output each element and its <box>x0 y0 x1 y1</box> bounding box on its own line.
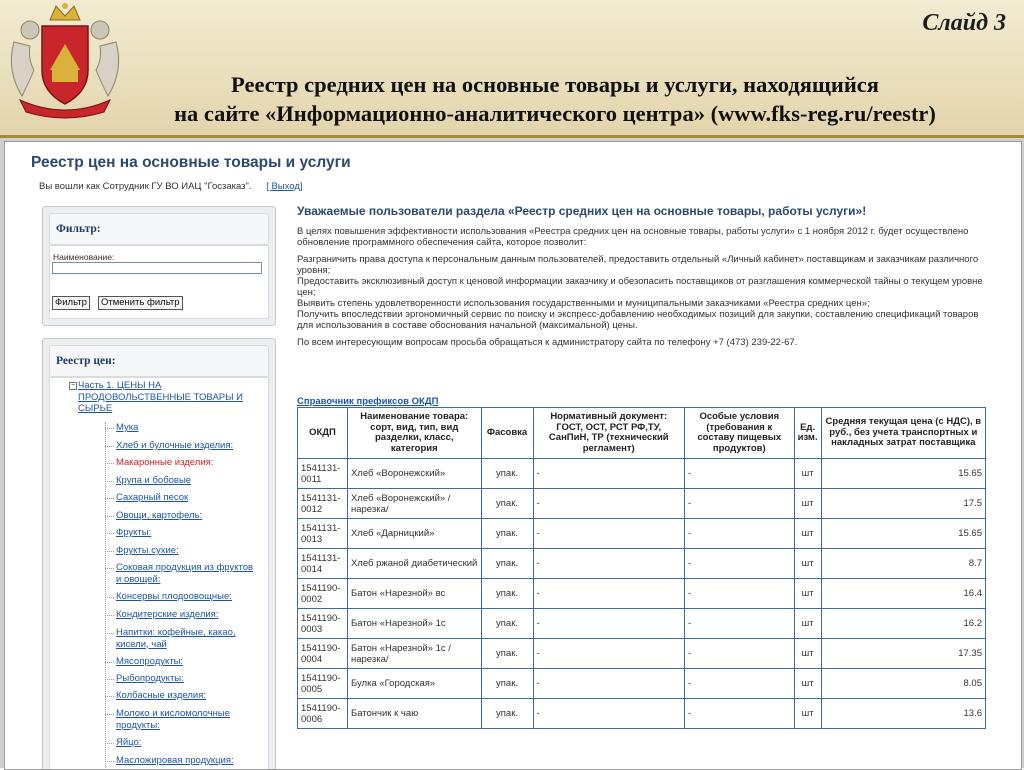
page-title: Реестр цен на основные товары и услуги <box>31 154 351 171</box>
cell-name: Булка «Городская» <box>347 669 481 699</box>
cell-name: Батон «Нарезной» вс <box>347 579 481 609</box>
table-row <box>298 639 986 669</box>
cell-price: 15.65 <box>821 519 985 549</box>
okdp-prefix-link[interactable]: Справочник префиксов ОКДП <box>297 396 439 407</box>
cell-unit: шт <box>794 519 821 549</box>
tree-root-link[interactable] <box>70 380 250 415</box>
table-row <box>298 699 986 729</box>
notice-paragraph: В целях повышения эффективности использования «Реестра средних цен на основные товары, работы услуги» с 1 ноября 2012 г. будет осуществлено обновление программного обеспечения сайта, которое позволит: <box>297 226 969 248</box>
tree-item-active[interactable]: Макаронные изделия: <box>116 457 256 469</box>
name-label: Наименование: <box>53 252 115 262</box>
cell-norm: - <box>533 459 684 489</box>
tree-item[interactable]: Овощи, картофель: <box>116 510 256 522</box>
cell-price: 8.7 <box>821 549 985 579</box>
tree-item[interactable]: Хлеб и булочные изделия: <box>116 440 256 452</box>
slide-title <box>100 70 1010 128</box>
notice-point: Выявить степень удовлетворенности использования государственными и муниципальными заказчиками «Реестра средних цен»; <box>297 298 870 309</box>
tree-root-label: Часть 1. ЦЕНЫ НА ПРОДОВОЛЬСТВЕННЫЕ ТОВАРЫ И СЫРЬЕ <box>78 380 243 414</box>
tree-item[interactable]: Сахарный песок <box>116 492 256 504</box>
web-page <box>4 141 1022 770</box>
tree-item[interactable]: Мука <box>116 422 256 434</box>
registry-panel <box>42 338 276 770</box>
cell-pack: упак. <box>481 549 533 579</box>
cell-unit: шт <box>794 459 821 489</box>
table-row <box>298 489 986 519</box>
notice-point: Разграничить права доступа к персональным данным пользователей, предоставить отдельный «Личный кабинет» поставщикам и заказчикам различного уровня; <box>297 254 979 276</box>
notice-heading: Уважаемые пользователи раздела «Реестр средних цен на основные товары, работы услуги»! <box>297 204 867 218</box>
cell-okdp: 1541131-0011 <box>298 459 348 489</box>
tree-item[interactable]: Колбасные изделия: <box>116 690 256 702</box>
slide-title-line-2: на сайте «Информационно-аналитического центра» (www.fks-reg.ru/reestr) <box>174 101 936 126</box>
cell-name: Батон «Нарезной» 1с / нарезка/ <box>347 639 481 669</box>
table-row <box>298 579 986 609</box>
contact-paragraph: По всем интересующим вопросам просьба обращаться к администратору сайта по телефону +7 (473) 239-22-67. <box>297 337 798 348</box>
cell-norm: - <box>533 699 684 729</box>
cell-pack: упак. <box>481 519 533 549</box>
table-row <box>298 519 986 549</box>
login-status <box>39 181 303 192</box>
cell-pack: упак. <box>481 609 533 639</box>
tree-item[interactable]: Масложировая продукция: <box>116 755 256 767</box>
notice-list <box>297 254 997 331</box>
col-pack-header: Фасовка <box>481 408 533 459</box>
cell-okdp: 1541190-0005 <box>298 669 348 699</box>
prices-table <box>297 407 986 729</box>
cell-price: 13.6 <box>821 699 985 729</box>
cell-pack: упак. <box>481 699 533 729</box>
cell-norm: - <box>533 669 684 699</box>
cell-unit: шт <box>794 489 821 519</box>
cell-cond: - <box>684 459 794 489</box>
filter-body <box>49 245 269 319</box>
tree-item[interactable]: Яйцо: <box>116 737 256 749</box>
tree-item[interactable]: Фрукты: <box>116 527 256 539</box>
cell-norm: - <box>533 519 684 549</box>
col-cond-header: Особые условия (требования к составу пищевых продуктов) <box>684 408 794 459</box>
cell-okdp: 1541131-0012 <box>298 489 348 519</box>
cell-name: Батон «Нарезной» 1с <box>347 609 481 639</box>
cell-unit: шт <box>794 699 821 729</box>
slide-header <box>0 0 1024 138</box>
cell-price: 17.5 <box>821 489 985 519</box>
cell-norm: - <box>533 549 684 579</box>
col-unit-header: Ед. изм. <box>794 408 821 459</box>
name-input[interactable] <box>52 262 262 274</box>
filter-header: Фильтр: <box>49 213 269 245</box>
tree-item[interactable]: Напитки: кофейные, какао, кисели, чай <box>116 627 256 650</box>
registry-tree <box>49 377 269 770</box>
cell-okdp: 1541190-0003 <box>298 609 348 639</box>
cell-unit: шт <box>794 609 821 639</box>
tree-collapse-icon[interactable]: − <box>70 382 76 389</box>
tree-item[interactable]: Консервы плодоовощные: <box>116 591 256 603</box>
cell-unit: шт <box>794 579 821 609</box>
cell-price: 15.65 <box>821 459 985 489</box>
cell-name: Батончик к чаю <box>347 699 481 729</box>
cell-norm: - <box>533 639 684 669</box>
cell-unit: шт <box>794 549 821 579</box>
cell-cond: - <box>684 609 794 639</box>
cell-okdp: 1541190-0004 <box>298 639 348 669</box>
cell-okdp: 1541131-0013 <box>298 519 348 549</box>
cell-norm: - <box>533 489 684 519</box>
registry-header: Реестр цен: <box>49 345 269 377</box>
filter-panel <box>42 206 276 326</box>
col-name-header: Наименование товара: сорт, вид, тип, вид разделки, класс, категория <box>347 408 481 459</box>
table-row <box>298 459 986 489</box>
tree-item[interactable]: Кондитерские изделия: <box>116 609 256 621</box>
cell-okdp: 1541190-0002 <box>298 579 348 609</box>
cell-okdp: 1541190-0006 <box>298 699 348 729</box>
reset-filter-button[interactable]: Отменить фильтр <box>98 296 183 310</box>
cell-pack: упак. <box>481 639 533 669</box>
cell-cond: - <box>684 639 794 669</box>
cell-pack: упак. <box>481 489 533 519</box>
notice-point: Получить впоследствии эргономичный сервис по поиску и экспресс-добавлению необходимых позиций для закупки, составлению спецификаций товаров для использования в составе обоснования начальной (максимальной) цены. <box>297 309 979 331</box>
cell-cond: - <box>684 579 794 609</box>
cell-price: 17.35 <box>821 639 985 669</box>
table-body <box>298 459 986 729</box>
tree-item[interactable]: Мясопродукты: <box>116 656 256 668</box>
notice-point: Предоставить эксклюзивный доступ к ценовой информации заказчику и обезопасить поставщиков от разглашения коммерческой тайны о текущем уровне цен; <box>297 276 983 298</box>
tree-item[interactable]: Фрукты сухие: <box>116 545 256 557</box>
tree-item[interactable]: Соковая продукция из фруктов и овощей: <box>116 562 256 585</box>
cell-unit: шт <box>794 639 821 669</box>
cell-cond: - <box>684 489 794 519</box>
table-row <box>298 609 986 639</box>
slide-title-line-1: Реестр средних цен на основные товары и услуги, находящийся <box>231 72 879 97</box>
table-header-row <box>298 408 986 459</box>
cell-pack: упак. <box>481 579 533 609</box>
col-price-header: Средняя текущая цена (с НДС), в руб., без учета транспортных и накладных затрат поставщика <box>821 408 985 459</box>
logout-link[interactable]: [ Выход] <box>266 181 303 192</box>
cell-norm: - <box>533 579 684 609</box>
cell-price: 16.2 <box>821 609 985 639</box>
cell-name: Хлеб «Воронежский» / нарезка/ <box>347 489 481 519</box>
cell-cond: - <box>684 519 794 549</box>
website-screenshot <box>0 138 1024 768</box>
cell-price: 8.05 <box>821 669 985 699</box>
cell-cond: - <box>684 699 794 729</box>
cell-cond: - <box>684 549 794 579</box>
table-row <box>298 669 986 699</box>
cell-name: Хлеб «Дарницкий» <box>347 519 481 549</box>
cell-pack: упак. <box>481 459 533 489</box>
cell-okdp: 1541131-0014 <box>298 549 348 579</box>
cell-cond: - <box>684 669 794 699</box>
cell-norm: - <box>533 609 684 639</box>
tree-item[interactable]: Молоко и кисломолочные продукты: <box>116 708 256 731</box>
cell-unit: шт <box>794 669 821 699</box>
cell-pack: упак. <box>481 669 533 699</box>
notice-block <box>297 206 997 354</box>
login-text: Вы вошли как Сотрудник ГУ ВО ИАЦ "Госзаказ". <box>39 181 252 192</box>
cell-price: 16.4 <box>821 579 985 609</box>
tree-item[interactable]: Крупа и бобовые <box>116 475 256 487</box>
cell-name: Хлеб ржаной диабетический <box>347 549 481 579</box>
cell-name: Хлеб «Воронежский» <box>347 459 481 489</box>
filter-button[interactable]: Фильтр <box>52 296 90 310</box>
col-norm-header: Нормативный документ: ГОСТ, ОСТ, РСТ РФ,ТУ, СанПиН, ТР (технический регламент) <box>533 408 684 459</box>
tree-item[interactable]: Рыбопродукты: <box>116 673 256 685</box>
col-okdp-header: ОКДП <box>298 408 348 459</box>
slide-number: Слайд 3 <box>922 10 1006 36</box>
tree-guide-line <box>105 422 107 770</box>
table-row <box>298 549 986 579</box>
